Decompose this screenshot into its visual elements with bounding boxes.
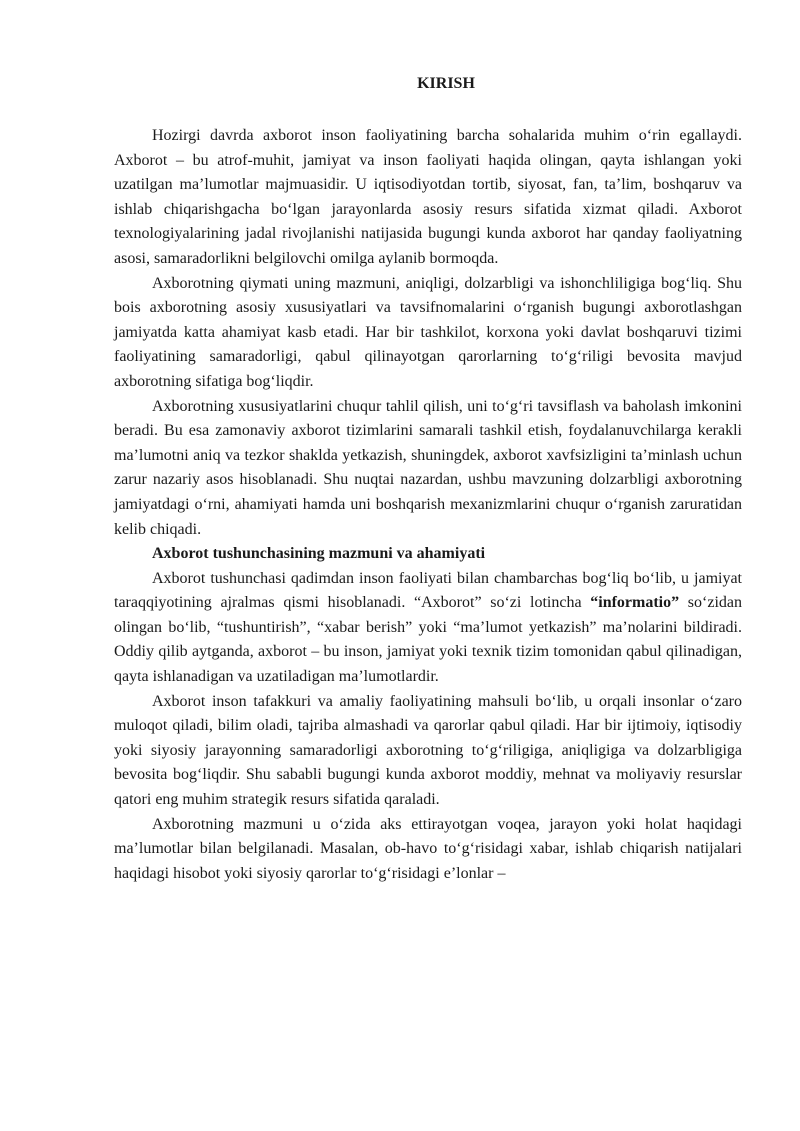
page-title: KIRISH (417, 75, 475, 92)
paragraph-5: Axborot inson tafakkuri va amaliy faoliyatining mahsuli bo‘lib, u orqali insonlar o‘zaro muloqot qiladi, bilim oladi, tajriba almashadi va qarorlar qabul qiladi. Har bir ijtimoiy, iqtisodiy yoki siyosiy jarayonning samaradorligi axborotning to‘g‘riligiga, aniqligiga va dolzarbligiga bevosita bog‘liqdir. Shu sababli bugungi kunda axborot moddiy, mehnat va moliyaviy resurslar qatori eng muhim strategik resurs sifatida qaraladi. (114, 692, 742, 809)
paragraph-4-bold-term: “informatio” (590, 594, 680, 612)
section-heading: Axborot tushunchasining mazmuni va ahamiyati (152, 545, 486, 563)
paragraph-6: Axborotning mazmuni u o‘zida aks ettirayotgan voqea, jarayon yoki holat haqidagi ma’lumotlar bilan belgilanadi. Masalan, ob-havo to‘g‘risidagi xabar, ishlab chiqarish natijalari haqidagi hisobot yoki siyosiy qarorlar to‘g‘risidagi e’lonlar – (114, 815, 742, 882)
paragraph-4-text-b: so‘zidan olingan bo‘lib, “tushuntirish”, “xabar berish” yoki “ma’lumot yetkazish” ma’nolarini bildiradi. Oddiy qilib aytganda, axborot – bu inson, jamiyat yoki texnik tizim tomonidan qabul qilinadigan, qayta ishlanadigan va uzatiladigan ma’lumotlardir. (114, 594, 743, 686)
paragraph-4-text-a: Axborot tushunchasi qadimdan inson faoliyati bilan chambarchas bog‘liq bo‘lib, u jamiyat taraqqiyotining ajralmas qismi hisoblanadi. “Axborot” so‘zi lotincha (114, 569, 742, 612)
document-page (114, 72, 742, 886)
paragraph-1: Hozirgi davrda axborot inson faoliyatining barcha sohalarida muhim o‘rin egallaydi. Axborot – bu atrof-muhit, jamiyat va inson faoliyati haqida olingan, qayta ishlangan yoki uzatilgan ma’lumotlar majmuasidir. U iqtisodiyotdan tortib, siyosat, fan, ta’lim, boshqaruv va ishlab chiqarishgacha bo‘lgan jarayonlarda asosiy resurs sifatida xizmat qiladi. Axborot texnologiyalarining jadal rivojlanishi natijasida bugungi kunda axborot har qanday faoliyatning asosi, samaradorlikni belgilovchi omilga aylanib bormoqda. (114, 127, 742, 267)
paragraph-2: Axborotning qiymati uning mazmuni, aniqligi, dolzarbligi va ishonchliligiga bog‘liq. Shu bois axborotning asosiy xususiyatlari va tavsifnomalarini o‘rganish bugungi axborotlashgan jamiyatda katta ahamiyat kasb etadi. Har bir tashkilot, korxona yoki davlat boshqaruvi tizimi faoliyatining samaradorligi, qabul qilinayotgan qarorlarning to‘g‘riligi bevosita mavjud axborotning sifatiga bog‘liqdir. (114, 274, 742, 390)
paragraph-4 (114, 567, 742, 690)
paragraph-3: Axborotning xususiyatlarini chuqur tahlil qilish, uni to‘g‘ri tavsiflash va baholash imkonini beradi. Bu esa zamonaviy axborot tizimlarini samarali tashkil etish, foydalanuvchilarga kerakli ma’lumotni aniq va tezkor shaklda yetkazish, shuningdek, axborot xavfsizligini ta’minlash uchun zarur nazariy asos hisoblanadi. Shu nuqtai nazardan, ushbu mavzuning dolzarbligi axborotning jamiyatdagi o‘rni, ahamiyati hamda uni boshqarish mexanizmlarini chuqur o‘rganish zaruratidan kelib chiqadi. (114, 397, 742, 538)
